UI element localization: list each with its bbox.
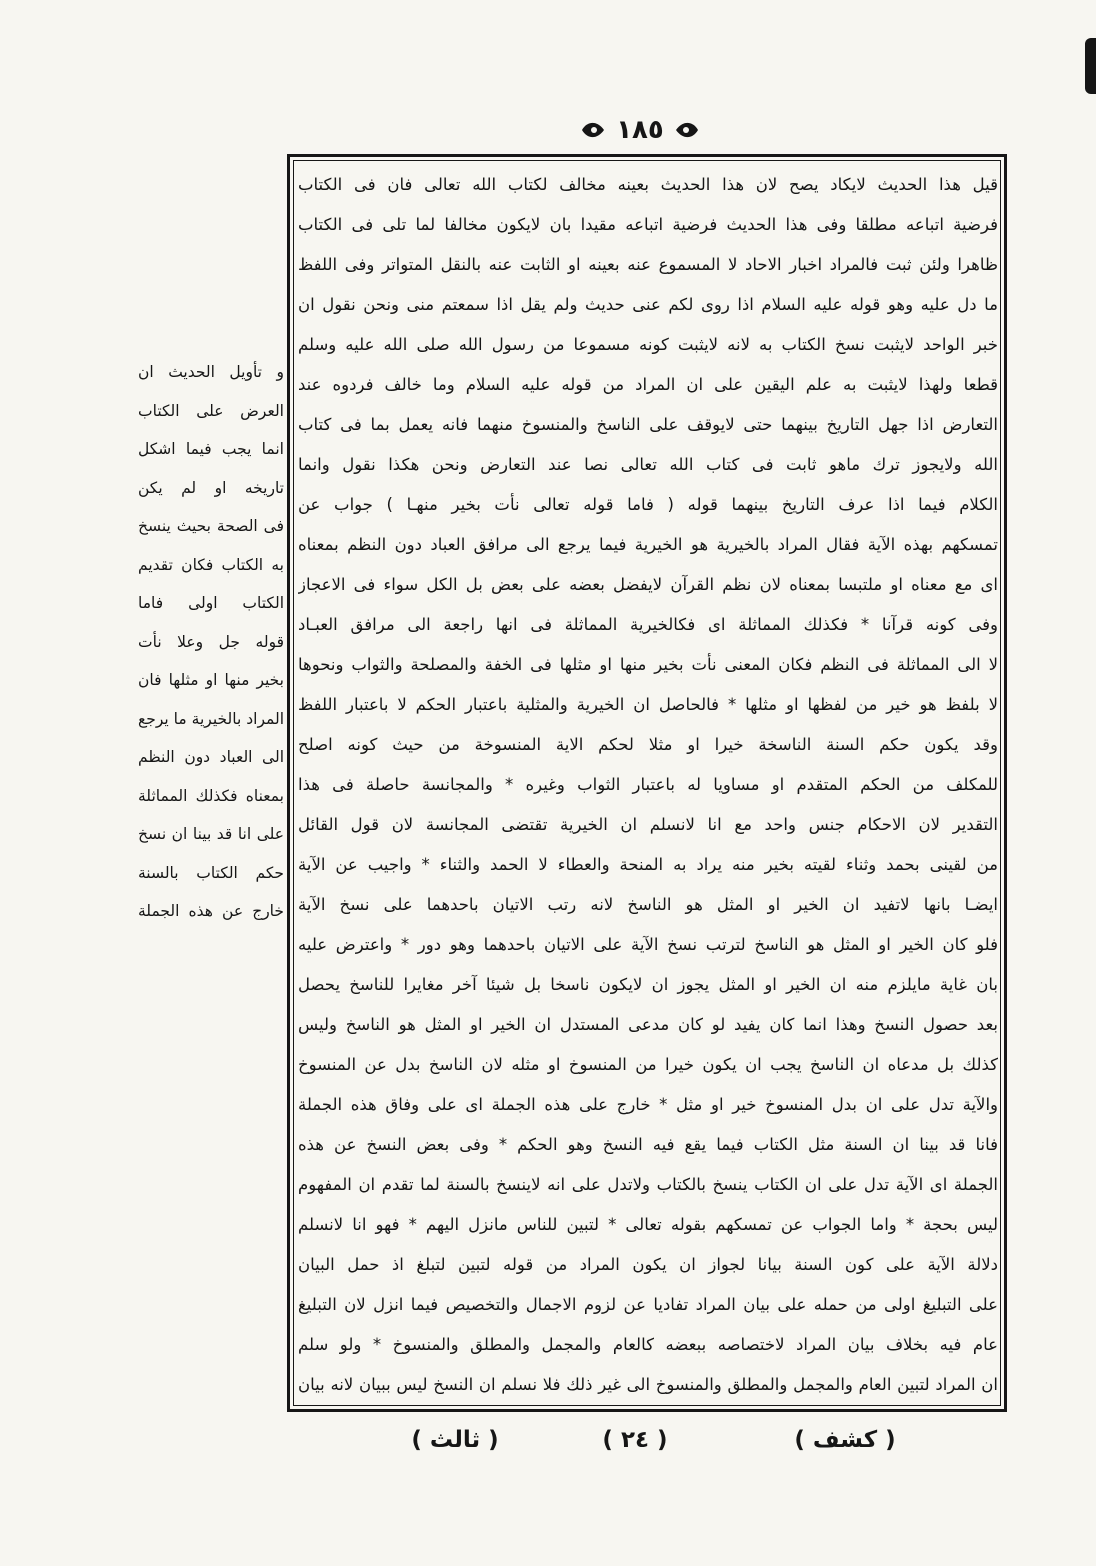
margin-note-line: الى العباد دون النظم [138, 748, 284, 766]
margin-note-line: و تأويل الحديث ان [138, 363, 284, 381]
text-line: تمسكهم بهذه الآية فقال المراد بالخيرية هو الخيرية فيما يرجع الى مرافق العباد دون النظم بمعناه [298, 535, 998, 554]
page-header [570, 110, 710, 150]
footer-book-label: ( كشف ) [794, 1427, 896, 1453]
text-line: التعارض اذا جهل التاريخ بينهما حتى لايوقف على الناسخ والمنسوخ منهما فانه يعمل بما فى كتاب [298, 415, 998, 434]
margin-note-line: العرض على الكتاب [138, 401, 284, 420]
text-line: فانا قد بينا ان السنة مثل الكتاب فيما يقع فيه النسخ وهو الحكم * وفى بعض النسخ عن هذه [298, 1135, 998, 1154]
margin-note-line: تاريخه او لم يكن [138, 478, 284, 497]
text-line: ظاهرا ولئن ثبت فالمراد اخبار الاحاد لا المسموع عنه بعينه او الثابت عنه بالنقل المتواتر وفى اللفظ [298, 255, 998, 274]
text-line: خبر الواحد لايثبت نسخ الكتاب به لانه لايثبت كونه مسموعا من رسول الله صلى الله عليه وسلم [298, 335, 998, 354]
text-line: على التبليغ اولى من حمله على بيان المراد تفاديا عن لزوم الاجمال والتخصيص فيما انزل لان التبليغ [298, 1295, 998, 1314]
page-number: ١٨٥ [616, 115, 664, 145]
ornament-right-icon [674, 119, 700, 141]
text-line: ايضـا بانها لاتفيد ان الخير او المثل هو الناسخ لانه رتب الاتيان باحدهما على نسخ الآية [298, 895, 998, 914]
text-line: التقدير لان الاحكام جنس واحد مع انا لانسلم ان الخيرية تقتضى المجانسة لان قول القائل [298, 815, 998, 834]
text-line: كذلك بل مدعاه ان الناسخ يجب ان يكون خيرا من المنسوخ او مثله لان الناسخ بدل عن المنسوخ [298, 1055, 998, 1074]
margin-note-line: المراد بالخيرية ما يرجع [138, 709, 284, 728]
margin-note-line: به الكتاب فكان تقديم [138, 555, 284, 574]
text-line: بان غاية مايلزم منه ان الخير او المثل يجوز ان لايكون ناسخا بل شيئا آخر مغايرا للناسخ يحصل [298, 975, 998, 994]
text-line: فلو كان الخير او المثل هو الناسخ لترتب نسخ الآية على الاتيان باحدهما وهو دور * واعترض عليه [298, 935, 998, 954]
text-line: فرضية اتباعه مطلقا وفى هذا الحديث فرضية اتباعه مقيدا بان لايكون مخالفا لما تلى فى الكتاب [298, 215, 998, 234]
margin-note-block [138, 353, 284, 931]
main-text-block [298, 165, 998, 1405]
footer-volume-label: ( ثالث ) [411, 1427, 499, 1453]
margin-note-line: قوله جل وعلا نأت [138, 632, 284, 651]
margin-note-line: حكم الكتاب بالسنة [138, 863, 284, 882]
text-line: للمكلف من الحكم المتقدم او مساويا له باعتبار الثواب وغيره * والمجانسة حاصلة فى هذا [298, 775, 998, 794]
text-line: بعد حصول النسخ وهذا انما كان يفيد لو كان مدعى المستدل ان الخير او المثل هو الناسخ وليس [298, 1015, 998, 1034]
text-line: ما دل عليه وهو قوله عليه السلام اذا روى لكم عنى حديث ولم يقل اذا سمعتم منى ونحن نقول ان [298, 295, 998, 314]
text-line: لا بلفظ هو خير من لفظها او مثلها * فالحاصل ان الخيرية والمثلية باعتبار الحكم لا باعتبار اللفظ [298, 695, 998, 714]
margin-note-line: فى الصحة بحيث ينسخ [138, 517, 284, 535]
text-line: الجملة اى الآية تدل على ان الكتاب ينسخ بالكتاب ولاتدل على انه لاينسخ بالسنة لما تقدم ان المفهوم [298, 1175, 998, 1194]
text-line: والآية تدل على ان بدل المنسوخ خير او مثل * خارج على هذه الجملة اى على وفاق هذه الجملة [298, 1095, 998, 1114]
text-line: اى مع معناه او ملتبسا بمعناه لان نظم القرآن لايفضل بعضه على بعض بل الكل سواء فى الاعجاز [298, 575, 998, 594]
text-line: لا الى المماثلة فى النظم فكان المعنى نأت بخير منها او مثلها فى الخفة والمصلحة والثواب ونحوها [298, 655, 998, 674]
margin-note-line: خارج عن هذه الجملة [138, 902, 284, 920]
text-line: ان المراد لتبين العام والمجمل والمطلق والمنسوخ الى غير ذلك فلا نسلم ان النسخ ليس ببيان لانه بيان [298, 1375, 998, 1394]
margin-note-line: على انا قد بينا ان نسخ [138, 825, 284, 843]
text-line: قطعا ولهذا لايثبت به علم اليقين على ان المراد من قوله عليه السلام وما خالف فردوه عند [298, 375, 998, 394]
margin-note-line: بخير منها او مثلها فان [138, 671, 284, 689]
text-line: وقد يكون حكم السنة الناسخة خيرا او مثلا لحكم الاية المنسوخة من حيث كونه اصلح [298, 735, 998, 754]
text-line: ليس بحجة * واما الجواب عن تمسكهم بقوله تعالى * لتبين للناس مانزل اليهم * فهو انا لانسلم [298, 1215, 998, 1234]
text-line: دلالة الآية على كون السنة بيانا لجواز ان يكون المراد من قوله لتبين لتبلغ اذ حمل البيان [298, 1255, 998, 1274]
text-line: من لقينى بحمد وثناء لقيته بخير منه يراد به المنحة والعطاء لا الحمد والثناء * واجيب عن الآية [298, 855, 998, 874]
text-line: قيل هذا الحديث لايكاد يصح لان هذا الحديث بعينه مخالف لكتاب الله تعالى فان فى الكتاب [298, 175, 998, 194]
footer-quire-number: ( ٢٤ ) [602, 1427, 668, 1453]
text-line: عام فيه بخلاف بيان المراد لاختصاصه ببعضه كالعام والمجمل والمطلق والمنسوخ * ولو سلم [298, 1335, 998, 1354]
margin-note-line: الكتاب اولى فاما [138, 594, 284, 612]
text-line: الكلام فيما اذا عرف التاريخ بينهما قوله ( فاما قوله تعالى نأت بخير منهـا ) جواب عن [298, 495, 998, 514]
ornament-left-icon [580, 119, 606, 141]
page-edge-mark [1085, 38, 1096, 94]
margin-note-line: انما يجب فيما اشكل [138, 440, 284, 458]
text-line: وفى كونه قرآنا * فكذلك المماثلة اى فكالخيرية المماثلة فى انها راجعة الى مرافق العبـاد [298, 615, 998, 634]
margin-note-line: بمعناه فكذلك المماثلة [138, 786, 284, 805]
text-line: الله ولايجوز ترك ماهو ثابت فى كتاب الله تعالى نصا عند التعارض ونحن هكذا نقول وانما [298, 455, 998, 474]
